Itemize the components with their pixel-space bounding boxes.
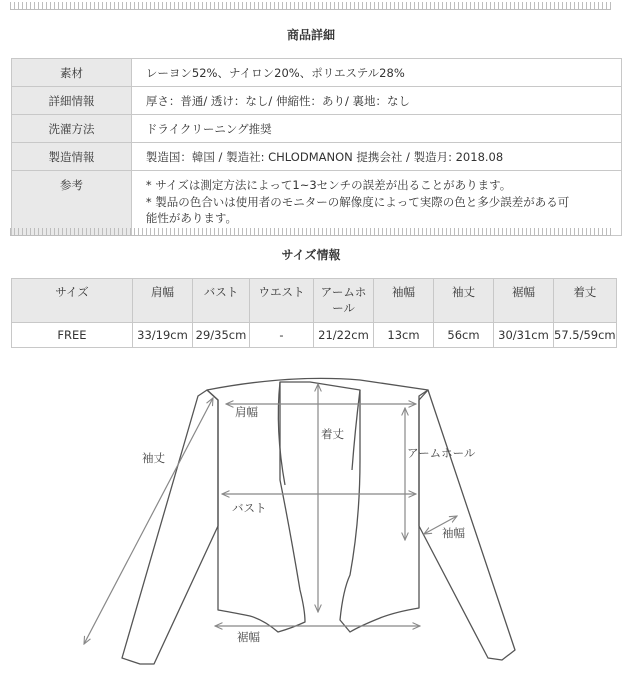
detail-row-manufacture [12,143,622,171]
detail-row-washing [12,115,622,143]
left-sleeve-shape [122,390,218,664]
size-cell-waist: - [250,323,314,348]
label-shoulder: 肩幅 [235,405,258,419]
detail-value-material: レーヨン52%、ナイロン20%、ポリエステル28% [131,59,621,87]
middle-ruler-divider [10,228,611,236]
size-cell-sleeve-width: 13cm [374,323,434,348]
note-line-1: * サイズは測定方法によって1~3センチの誤差が出ることがあります。 [145,178,512,192]
size-cell-bust: 29/35cm [193,323,250,348]
size-header-row [12,279,617,323]
detail-value-info: 厚さ：普通/ 透け：なし/ 伸縮性：あり/ 裏地：なし [131,87,621,115]
size-header-bust: バスト [193,279,250,323]
label-hem: 裾幅 [237,630,260,644]
size-section-title: サイズ情報 [281,248,341,262]
size-cell-size: FREE [12,323,133,348]
size-table [11,278,617,348]
right-sleeve-shape [419,390,515,660]
detail-row-info [12,87,622,115]
detail-label-note: 参考 [12,171,132,236]
label-armhole: アームホール [407,446,476,460]
lapel-left-line [278,382,285,485]
size-cell-armhole: 21/22cm [314,323,374,348]
size-header-sleeve-width: 袖幅 [374,279,434,323]
size-header-size: サイズ [12,279,133,323]
size-header-sleeve-length: 袖丈 [434,279,494,323]
detail-row-note [12,171,622,236]
lapel-right-line [352,390,360,470]
detail-value-manufacture: 製造国：韓国 / 製造社: CHLODMANON 提携会社 / 製造月: 2018.08 [131,143,621,171]
size-header-armhole [314,279,374,323]
size-cell-hem: 30/31cm [494,323,554,348]
label-length: 着丈 [321,427,344,441]
size-header-armhole-line2: ール [332,301,355,315]
label-sleeve-width: 袖幅 [442,526,465,540]
measurement-arrows [84,384,457,644]
sleeve-length-arrow [84,398,213,644]
label-sleeve-length: 袖丈 [142,451,165,465]
note-line-3: 能性があります。 [145,211,237,225]
size-header-waist: ウエスト [250,279,314,323]
size-cell-shoulder: 33/19cm [133,323,193,348]
garment-measurement-diagram [0,360,622,676]
size-header-length: 着丈 [554,279,617,323]
detail-label-manufacture: 製造情報 [12,143,132,171]
detail-label-washing: 洗濯方法 [12,115,132,143]
detail-section-title: 商品詳細 [286,28,335,42]
detail-label-info: 詳細情報 [12,87,132,115]
note-line-2: * 製品の色合いは使用者のモニターの解像度によって実際の色と多少誤差がある可 [145,194,570,209]
detail-row-material [12,59,622,87]
size-header-armhole-line1: アームホ [320,285,367,299]
size-cell-sleeve-length: 56cm [434,323,494,348]
size-header-shoulder: 肩幅 [133,279,193,323]
size-data-row [12,323,617,348]
detail-value-washing: ドライクリーニング推奨 [131,115,621,143]
size-header-hem: 裾幅 [494,279,554,323]
label-bust: バスト [232,501,267,515]
size-cell-length: 57.5/59cm [554,323,617,348]
detail-label-material: 素材 [12,59,132,87]
top-ruler-divider [10,2,611,10]
product-detail-table [11,58,622,236]
detail-value-note [131,171,621,236]
